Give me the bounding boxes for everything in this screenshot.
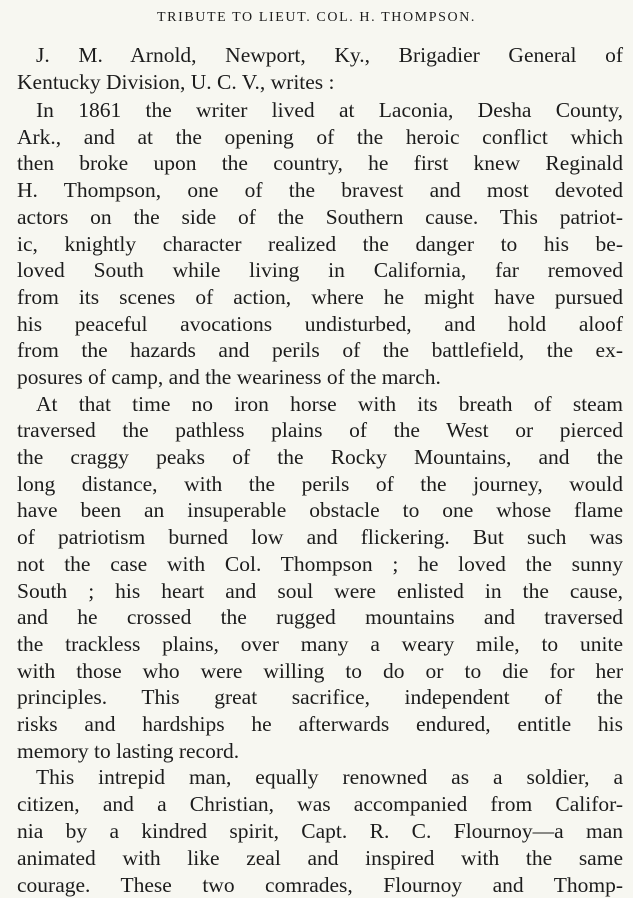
text-line: courage. These two comrades, Flournoy and Thomp- <box>17 873 623 897</box>
article-heading: TRIBUTE TO LIEUT. COL. H. THOMPSON. <box>156 10 477 25</box>
text-line: At that time no iron horse with its breath of steam <box>36 392 623 416</box>
text-line: South ; his heart and soul were enlisted in the cause, <box>17 579 623 603</box>
text-line: of patriotism burned low and flickering. But such was <box>17 525 623 549</box>
text-line: then broke upon the country, he first knew Reginald <box>17 151 623 175</box>
text-line: the craggy peaks of the Rocky Mountains, and the <box>17 445 623 469</box>
text-line: nia by a kindred spirit, Capt. R. C. Flournoy—a man <box>17 819 623 843</box>
text-line: principles. This great sacrifice, independent of the <box>17 685 623 709</box>
text-line: risks and hardships he afterwards endured, entitle his <box>17 712 623 736</box>
text-line: and he crossed the rugged mountains and traversed <box>17 605 623 629</box>
text-line: from the hazards and perils of the battlefield, the ex- <box>17 338 623 362</box>
text-line: Kentucky Division, U. C. V., writes : <box>17 70 335 94</box>
text-line: not the case with Col. Thompson ; he loved the sunny <box>17 552 623 576</box>
text-line: ic, knightly character realized the danger to his be- <box>17 232 623 256</box>
text-line: J. M. Arnold, Newport, Ky., Brigadier General of <box>36 43 623 67</box>
text-line: the trackless plains, over many a weary mile, to unite <box>17 632 623 656</box>
text-line: from its scenes of action, where he might have pursued <box>17 285 623 309</box>
text-line: memory to lasting record. <box>17 739 240 763</box>
text-line: long distance, with the perils of the journey, would <box>17 472 623 496</box>
text-line: H. Thompson, one of the bravest and most devoted <box>17 178 623 202</box>
text-line: traversed the pathless plains of the West or pierced <box>17 418 623 442</box>
text-line: This intrepid man, equally renowned as a soldier, a <box>36 765 623 789</box>
text-line: actors on the side of the Southern cause. This patriot- <box>17 205 623 229</box>
text-line: animated with like zeal and inspired with the same <box>17 846 623 870</box>
text-line: have been an insuperable obstacle to one whose flame <box>17 498 623 522</box>
text-line: his peaceful avocations undisturbed, and hold aloof <box>17 312 623 336</box>
text-line: Ark., and at the opening of the heroic conflict which <box>17 125 623 149</box>
text-line: with those who were willing to do or to die for her <box>17 659 623 683</box>
text-line: citizen, and a Christian, was accompanied from Califor- <box>17 792 623 816</box>
text-line: In 1861 the writer lived at Laconia, Desha County, <box>36 98 623 122</box>
text-line: posures of camp, and the weariness of the march. <box>17 365 441 389</box>
text-line: loved South while living in California, far removed <box>17 258 623 282</box>
